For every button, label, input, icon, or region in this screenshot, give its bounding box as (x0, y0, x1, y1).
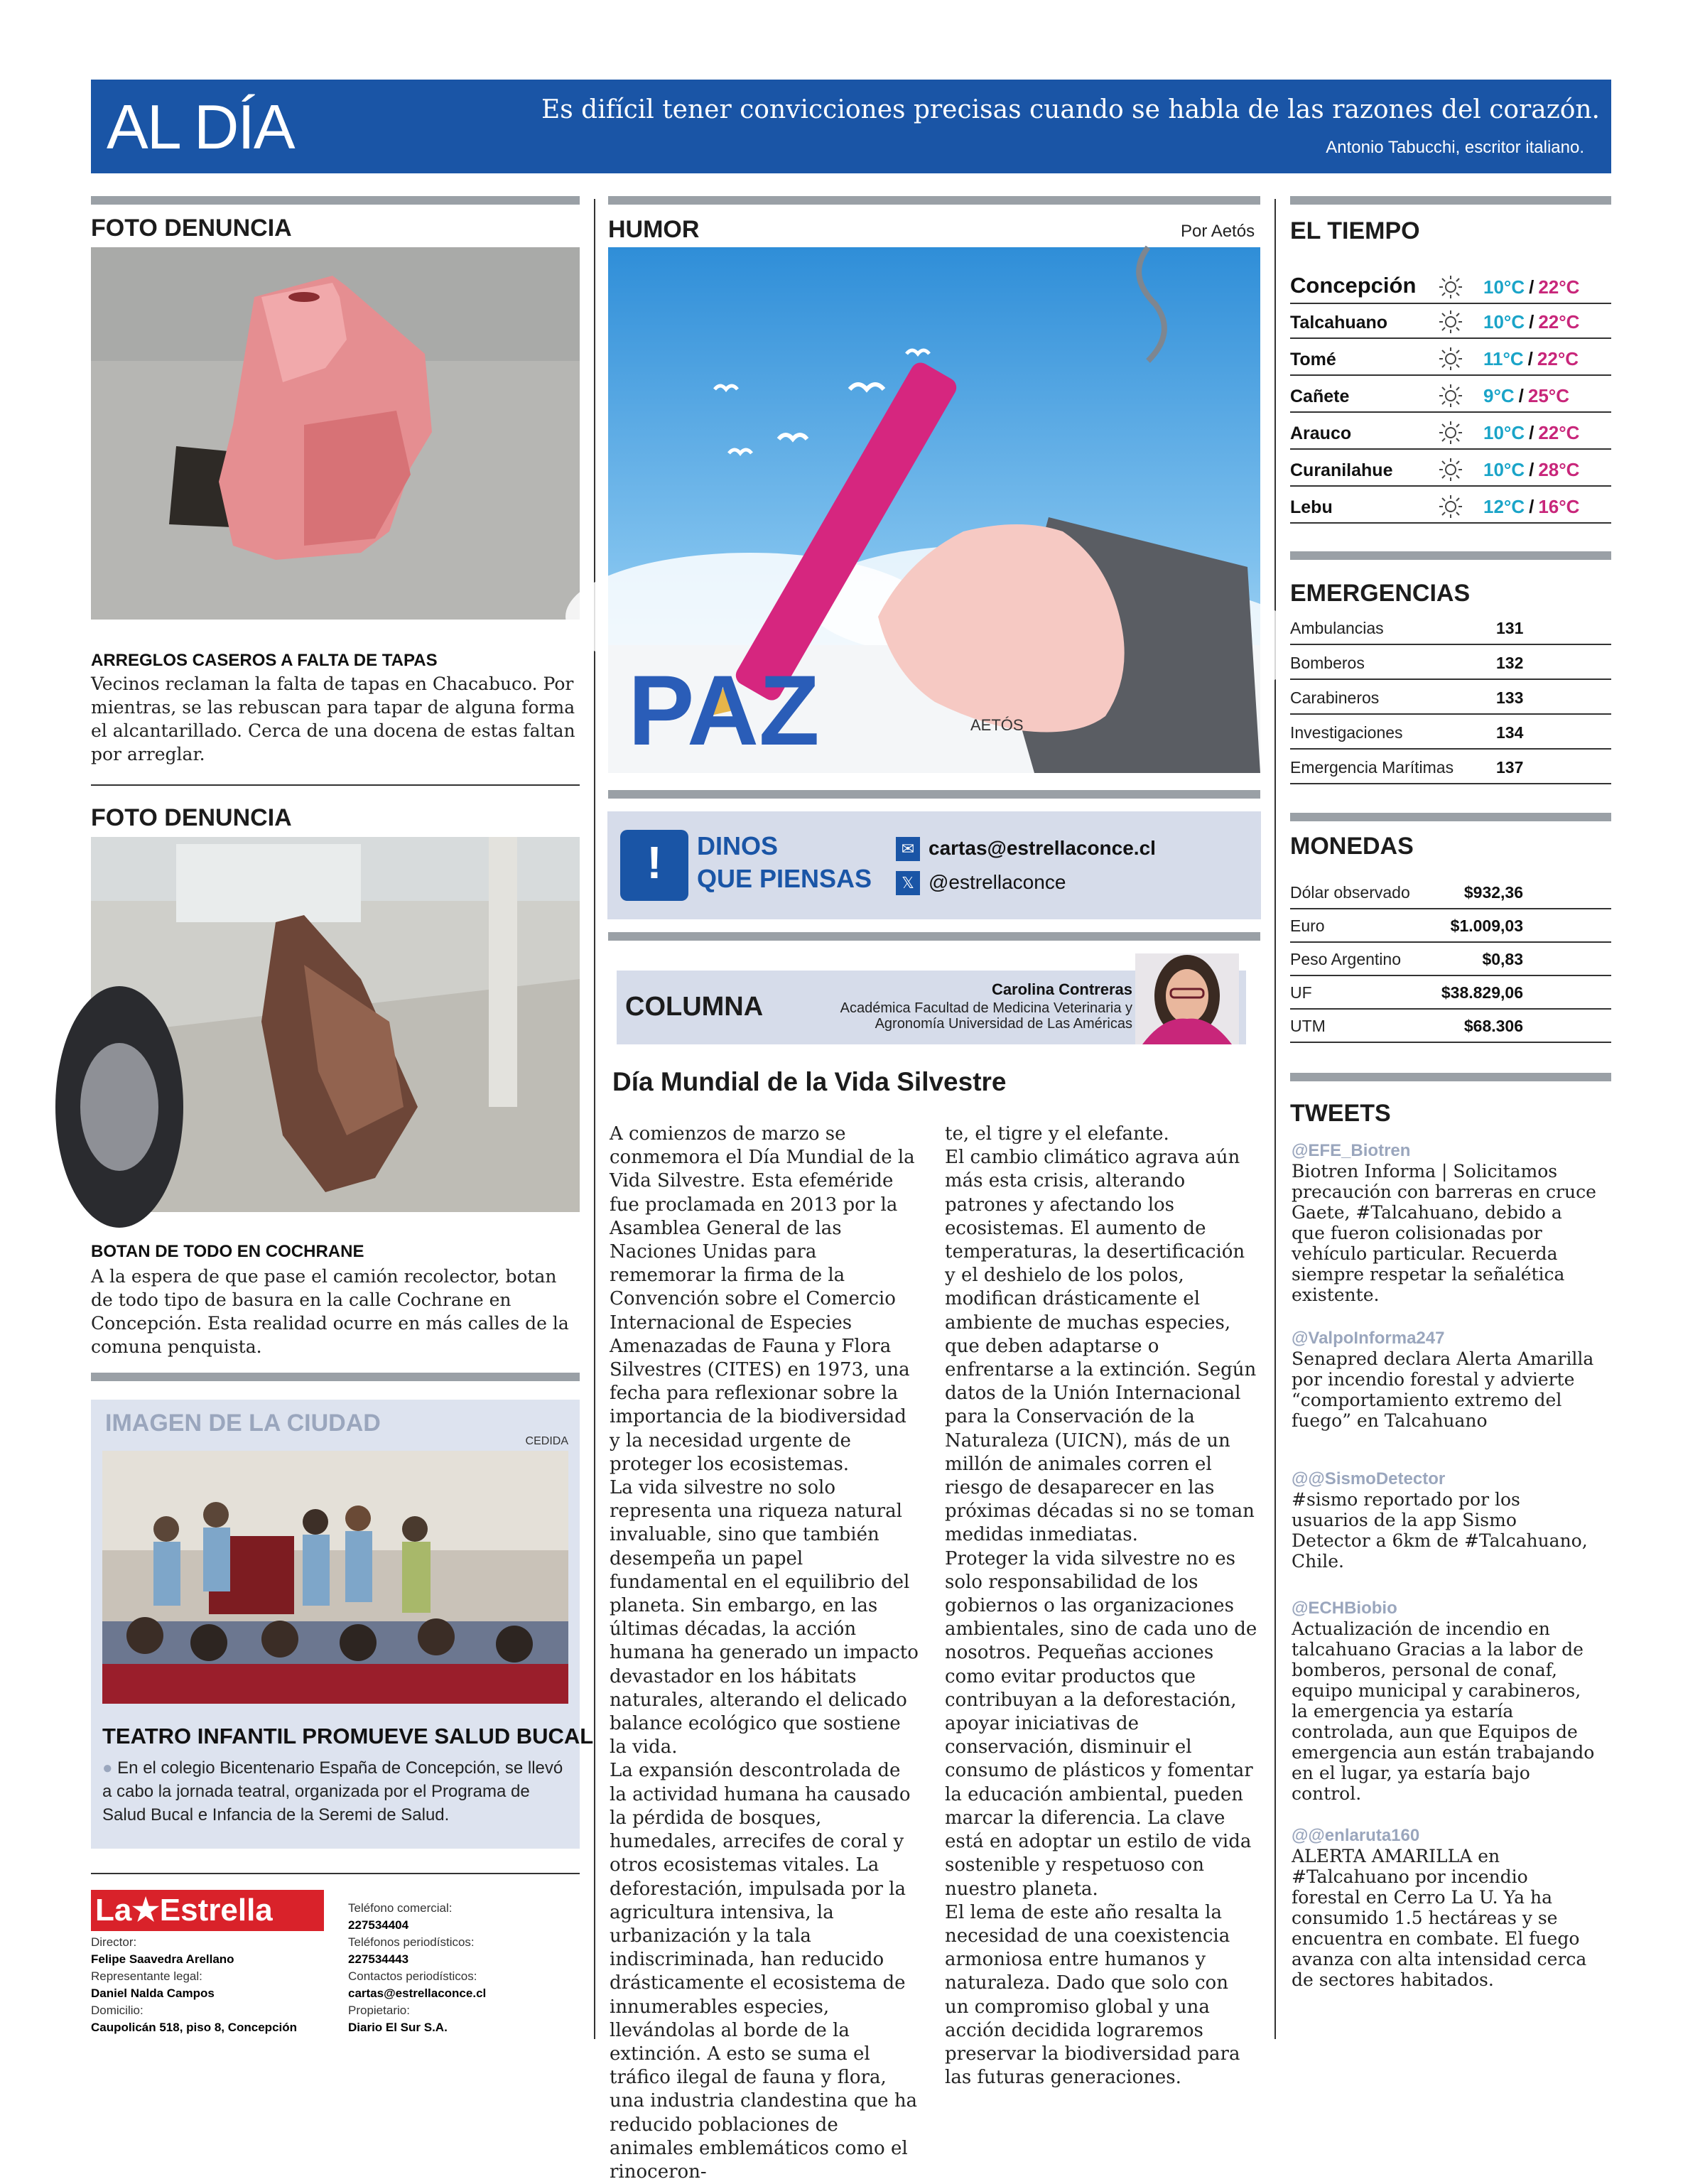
contact-label: Contactos periodísticos: (348, 1969, 477, 1983)
speech-exclamation-icon: ! (620, 830, 688, 901)
director-label: Director: (91, 1935, 137, 1949)
weather-city: Cañete (1290, 386, 1350, 406)
temp-max: 22°C (1538, 422, 1580, 443)
section-rule (91, 1373, 580, 1381)
article-paragraph: La vida silvestre no solo representa una riqueza natural invaluable, sino que también desempeña un papel fundamental en el equilibrio del planeta. Sin embargo, en las últimas décadas, la acción humana ha generado un impacto devastador en los hábitats naturales, alterando el delicado balance ecológico que sostiene la vida. (610, 1477, 919, 1758)
bullet-icon: ● (102, 1758, 118, 1778)
sun-icon (1438, 420, 1463, 445)
divider (91, 784, 580, 786)
mail-icon: ✉ (896, 837, 920, 861)
currency-name: Dólar observado (1290, 883, 1410, 902)
currency-name: Peso Argentino (1290, 950, 1402, 968)
photo2-caption-title: BOTAN DE TODO EN COCHRANE (91, 1242, 364, 1261)
temp-max: 16°C (1538, 496, 1580, 517)
city-caption-body: En el colegio Bicentenario España de Concepción, se llevó a cabo la jornada teatral, organizada por el Programa de Salud Bucal e Infancia de la Seremi de Salud. (102, 1758, 563, 1824)
newsroom-phone: 227534443 (348, 1952, 409, 1966)
section-rule (1290, 813, 1611, 821)
photo-trash-cochrane (91, 837, 580, 1212)
section-rule (1290, 551, 1611, 560)
tweet-handle[interactable]: @@SismoDetector (1292, 1469, 1446, 1488)
emergency-service: Carabineros (1290, 688, 1380, 707)
column-header (617, 971, 1246, 1044)
weather-row (1290, 263, 1611, 304)
columnist-avatar (1135, 953, 1239, 1044)
article-column-2 (945, 1123, 1257, 2090)
tweet-text: Actualización de incendio en talcahuano Gracias a la labor de bomberos, personal de conaf, equipo municipal y carabineros, la emergencia ya estaría controlada, aun que Equipos de emergencia aun están trabajando en el lugar, ya estaría bajo control. (1292, 1618, 1595, 1804)
article-paragraph: El lema de este año resalta la necesidad de una coexistencia armoniosa entre humanos y naturaleza. Dado que solo con un compromiso global y una acción decidida lograremos preservar la biodiversidad para las futuras generaciones. (945, 1901, 1240, 2089)
currency-row (1290, 976, 1611, 1010)
director-name: Felipe Saavedra Arellano (91, 1952, 234, 1966)
divider (91, 1873, 580, 1874)
weather-temps (1483, 385, 1569, 407)
temp-max: 22°C (1538, 276, 1580, 298)
temp-separator: / (1529, 459, 1534, 480)
article-paragraph: El cambio climático agrava aún más esta crisis, alterando patrones y afectando los ecosistemas. El aumento de temperaturas, la desertificación y el deshielo de los polos, modifican drásticamente el ambiente de muchas especies, que deben adaptarse o enfrentarse a la extinción. Según datos de la Unión Internacional para la Conservación de la Naturaleza (UICN), más de un millón de animales corren el riesgo de desaparecer en las próximas décadas si no se toman medidas inmediatas. (945, 1147, 1257, 1546)
emergency-row (1290, 750, 1611, 784)
currency-name: UF (1290, 983, 1312, 1002)
column-label: COLUMNA (625, 992, 764, 1022)
emergency-row (1290, 645, 1611, 680)
temp-min: 10°C (1483, 459, 1525, 480)
tweet-handle[interactable]: @@enlaruta160 (1292, 1826, 1420, 1845)
weather-temps (1483, 459, 1579, 481)
article-paragraph: Proteger la vida silvestre no es solo responsabilidad de los gobiernos o las organizaciones ambientales, sino de cada uno de nosotros. Pequeñas acciones como evitar productos que contribuyan a la deforestación, apoyar iniciativas de conservación, disminuir el consumo de plásticos y fomentar la educación ambiental, pueden marcar la diferencia. La clave está en adoptar un estilo de vida sostenible y respetuoso con nuestro planeta. (945, 1547, 1257, 1900)
temp-min: 10°C (1483, 311, 1525, 333)
newspaper-logo: La★Estrella (91, 1890, 324, 1931)
emergency-row (1290, 610, 1611, 645)
weather-city: Lebu (1290, 497, 1333, 517)
tweets-title: TWEETS (1290, 1100, 1391, 1127)
city-section-title: IMAGEN DE LA CIUDAD (105, 1410, 381, 1437)
address-value: Caupolicán 518, piso 8, Concepción (91, 2021, 298, 2034)
weather-city: Talcahuano (1290, 313, 1388, 333)
temp-min: 10°C (1483, 276, 1525, 298)
emergencies-title: EMERGENCIAS (1290, 580, 1471, 607)
sun-icon (1438, 494, 1463, 519)
currency-title: MONEDAS (1290, 833, 1414, 860)
photo-pink-cover (91, 247, 580, 620)
photo-credit: CEDIDA (525, 1435, 568, 1447)
photo-theatre-school (102, 1451, 568, 1704)
tweet-text: ALERTA AMARILLA en #Talcahuano por incendio forestal en Cerro La U. Ya ha consumido 1.5 hectáreas y se encuentra en combate. El fuego avanza con alta intensidad cerca de sectores habitados. (1292, 1846, 1587, 1990)
weather-temps (1483, 276, 1579, 298)
sun-icon (1438, 274, 1463, 300)
cartoon-signature: AETÓS (970, 716, 1024, 734)
temp-max: 22°C (1537, 348, 1579, 369)
owner-label: Propietario: (348, 2004, 410, 2017)
city-caption-text (102, 1756, 564, 1827)
emergency-number: 132 (1496, 654, 1524, 672)
cartoon-word: PAZ (628, 654, 820, 766)
article-paragraph: La expansión descontrolada de la actividad humana ha causado la pérdida de bosques, humedales, arrecifes de coral y otros ecosistemas vitales. La deforestación, impulsada por la agricultura intensiva, la urbanización y la tala indiscriminada, han reducido drásticamente el ecosistema de innumerables especies, llevándolas al borde de la extinción. A esto se suma el tráfico ilegal de fauna y flora, una industria clandestina que ha reducido poblaciones de animales emblemáticos como el rinoceron- (610, 1760, 918, 2183)
representative-name: Daniel Nalda Campos (91, 1986, 215, 2000)
currency-row (1290, 909, 1611, 943)
weather-city: Tomé (1290, 350, 1336, 369)
article-title: Día Mundial de la Vida Silvestre (612, 1067, 1007, 1096)
currency-value: $0,83 (1482, 950, 1523, 968)
temp-separator: / (1529, 496, 1534, 517)
dinos-line2: QUE PIENSAS (697, 864, 872, 893)
currency-value: $1.009,03 (1450, 917, 1523, 935)
humor-author: Por Aetós (1181, 222, 1255, 241)
foto-denuncia-kicker: FOTO DENUNCIA (91, 804, 292, 831)
temp-separator: / (1529, 422, 1534, 443)
temp-separator: / (1527, 348, 1533, 369)
currency-row (1290, 943, 1611, 976)
representative-label: Representante legal: (91, 1969, 202, 1983)
owner-name: Diario El Sur S.A. (348, 2021, 448, 2034)
x-handle-link[interactable]: @estrellaconce (929, 871, 1066, 893)
tweet-text: Biotren Informa | Solicitamos precaución con barreras en cruce Gaete, #Talcahuano, debido a que fueron colisionadas por vehículo particular. Recuerda siempre respetar la señalética existente. (1292, 1161, 1596, 1305)
currency-row (1290, 876, 1611, 909)
emergency-service: Investigaciones (1290, 723, 1403, 742)
weather-city: Curanilahue (1290, 460, 1393, 480)
weather-city: Concepción (1290, 273, 1417, 298)
commercial-phone-label: Teléfono comercial: (348, 1901, 453, 1915)
weather-temps (1483, 496, 1579, 518)
emergency-number: 133 (1496, 688, 1524, 707)
tweet-handle[interactable]: @ValpoInforma247 (1292, 1329, 1445, 1348)
temp-max: 28°C (1538, 459, 1580, 480)
temp-max: 22°C (1538, 311, 1580, 333)
imagen-de-la-ciudad-box (91, 1400, 594, 1849)
weather-city: Arauco (1290, 423, 1352, 443)
x-icon: 𝕏 (896, 871, 920, 895)
weather-row (1290, 413, 1611, 450)
temp-separator: / (1529, 276, 1534, 298)
contact-email: cartas@estrellaconce.cl (348, 1986, 487, 2000)
section-header (91, 80, 1611, 173)
temp-max: 25°C (1527, 385, 1569, 406)
emergency-row (1290, 680, 1611, 715)
section-rule (608, 932, 1260, 941)
tweet-handle[interactable]: @EFE_Biotren (1292, 1141, 1411, 1160)
section-rule (608, 790, 1260, 799)
weather-row (1290, 339, 1611, 376)
sun-icon (1438, 309, 1463, 335)
columnist-name: Carolina Contreras (991, 980, 1132, 998)
cartoon-peace-pen (608, 247, 1260, 773)
weather-temps (1483, 311, 1579, 333)
sun-icon (1438, 457, 1463, 482)
section-rule (1290, 196, 1611, 205)
temp-min: 10°C (1483, 422, 1525, 443)
currency-value: $38.829,06 (1441, 983, 1523, 1002)
emergency-service: Emergencia Marítimas (1290, 758, 1454, 777)
temp-min: 9°C (1483, 385, 1515, 406)
tweet-text: Senapred declara Alerta Amarilla por incendio forestal y advierte “comportamiento extremo del fuego” en Talcahuano (1292, 1348, 1594, 1431)
temp-min: 12°C (1483, 496, 1525, 517)
emergency-service: Bomberos (1290, 654, 1365, 672)
dinos-que-piensas-box (607, 811, 1261, 919)
section-rule (1290, 1073, 1611, 1081)
currency-name: Euro (1290, 917, 1325, 935)
masthead-right (348, 1900, 575, 2036)
foto-denuncia-kicker: FOTO DENUNCIA (91, 215, 292, 242)
weather-row (1290, 450, 1611, 487)
tweet-text: #sismo reportado por los usuarios de la app Sismo Detector a 6km de #Talcahuano, Chile. (1292, 1489, 1588, 1572)
temp-separator: / (1529, 311, 1534, 333)
address-label: Domicilio: (91, 2004, 144, 2017)
photo1-caption-title: ARREGLOS CASEROS A FALTA DE TAPAS (91, 651, 438, 670)
section-rule (91, 196, 580, 205)
masthead-left (91, 1934, 318, 2036)
article-paragraph: te, el tigre y el elefante. (945, 1123, 1169, 1145)
article-paragraph: A comienzos de marzo se conmemora el Día Mundial de la Vida Silvestre. Esta efeméride fue proclamada en 2013 por la Asamblea General de las Naciones Unidas para rememorar la firma de la Convención sobre el Comercio Internacional de Especies Amenazadas de Fauna y Flora Silvestres (CITES) en 1973, una fecha para reflexionar sobre la importancia de la biodiversidad y la necesidad urgente de proteger los ecosistemas. (610, 1123, 915, 1475)
header-quote: Es difícil tener convicciones precisas cuando se habla de las razones del corazón. (541, 95, 1600, 124)
weather-row (1290, 376, 1611, 413)
article-column-1 (610, 1123, 922, 2184)
emergency-number: 134 (1496, 723, 1524, 742)
currency-value: $932,36 (1463, 883, 1523, 902)
contact-email-link[interactable]: cartas@estrellaconce.cl (929, 837, 1156, 859)
emergency-row (1290, 715, 1611, 750)
weather-temps (1483, 348, 1579, 370)
dinos-line1: DINOS (697, 831, 779, 860)
photo2-caption-text: A la espera de que pase el camión recolector, botan de todo tipo de basura en la calle Cochrane en Concepción. Esta realidad ocurre en más calles de la comuna penquista. (91, 1266, 569, 1357)
humor-kicker: HUMOR (608, 216, 700, 243)
commercial-phone: 227534404 (348, 1918, 409, 1932)
weather-row (1290, 487, 1611, 524)
tweet-handle[interactable]: @ECHBiobio (1292, 1599, 1397, 1618)
section-title: AL DÍA (107, 92, 294, 162)
city-caption-title: TEATRO INFANTIL PROMUEVE SALUD BUCAL (102, 1724, 594, 1748)
emergency-service: Ambulancias (1290, 619, 1384, 637)
temp-min: 11°C (1483, 348, 1524, 369)
section-rule (608, 196, 1260, 205)
currency-name: UTM (1290, 1017, 1326, 1035)
emergency-number: 131 (1496, 619, 1524, 637)
column-divider (594, 199, 595, 2039)
header-quote-author: Antonio Tabucchi, escritor italiano. (1326, 138, 1584, 157)
columnist-role: Académica Facultad de Medicina Veterinaria y Agronomía Universidad de Las Américas (840, 1000, 1132, 1032)
sun-icon (1438, 346, 1463, 372)
emergency-number: 137 (1496, 758, 1524, 777)
currency-value: $68.306 (1463, 1017, 1523, 1035)
photo1-caption-text: Vecinos reclaman la falta de tapas en Chacabuco. Por mientras, se las rebuscan para tapar de alguna forma el alcantarillado. Cerca de una docena de estas faltan por arreglar. (91, 674, 575, 764)
weather-title: EL TIEMPO (1290, 217, 1420, 244)
weather-temps (1483, 422, 1579, 444)
currency-row (1290, 1010, 1611, 1043)
newsroom-phone-label: Teléfonos periodísticos: (348, 1935, 475, 1949)
weather-row (1290, 302, 1611, 339)
sun-icon (1438, 383, 1463, 409)
temp-separator: / (1518, 385, 1524, 406)
column-divider (1274, 199, 1276, 2039)
